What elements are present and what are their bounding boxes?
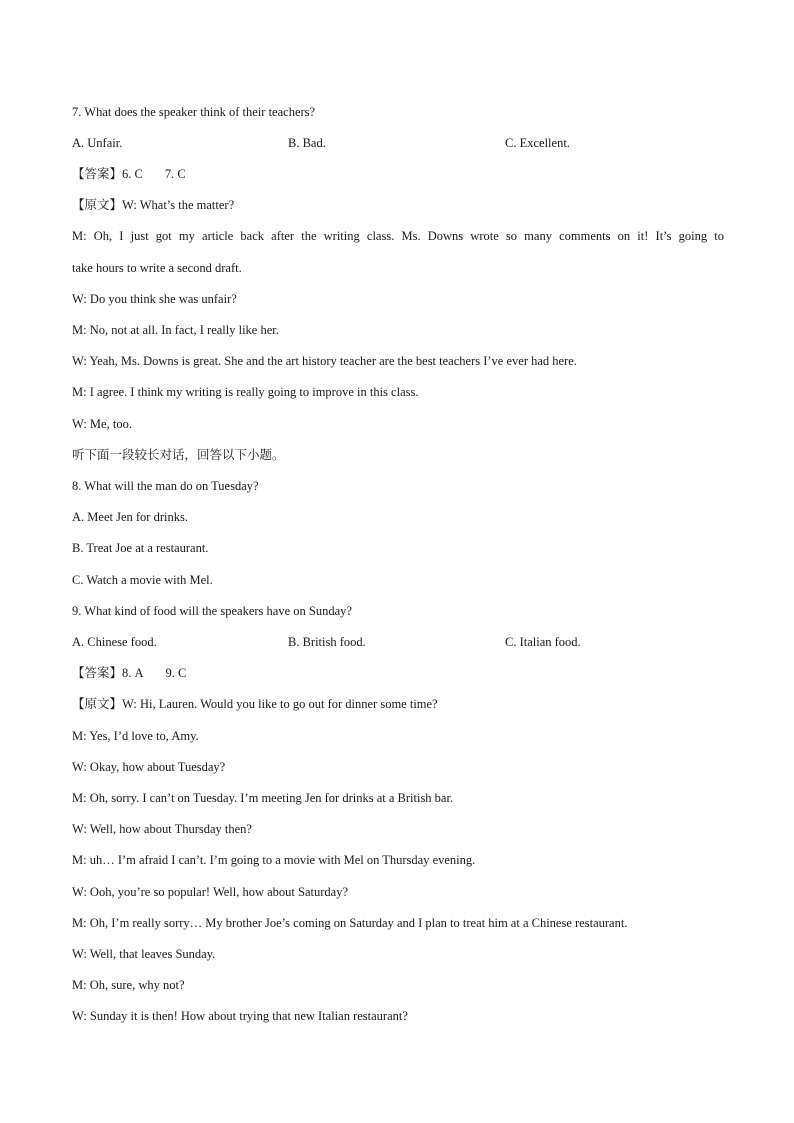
- transcript-line: W: Me, too.: [72, 417, 132, 431]
- answer-8-9: [72, 665, 724, 681]
- answer-8: 8. A: [122, 666, 144, 680]
- question-8-option-c: C. Watch a movie with Mel.: [72, 573, 213, 587]
- transcript-line: M: Oh, I just got my article back after the writing class. Ms. Downs wrote so many comments on it! It’s going to: [72, 229, 724, 243]
- transcript-line: take hours to write a second draft.: [72, 261, 242, 275]
- option-a: A. Unfair.: [72, 136, 123, 150]
- transcript-tag: 【原文】: [72, 197, 123, 212]
- transcript-line: W: Do you think she was unfair?: [72, 292, 237, 306]
- question-8-option-b: B. Treat Joe at a restaurant.: [72, 541, 209, 555]
- option-c: C. Excellent.: [505, 136, 570, 150]
- question-9: 9. What kind of food will the speakers have on Sunday?: [72, 604, 352, 618]
- transcript-1-first-line: [72, 197, 724, 213]
- transcript-line: M: uh… I’m afraid I can’t. I’m going to a movie with Mel on Thursday evening.: [72, 853, 476, 867]
- transcript-line: M: Oh, sure, why not?: [72, 978, 185, 992]
- option-c: C. Italian food.: [505, 635, 581, 649]
- section-instruction: 听下面一段较长对话，回答以下小题。: [72, 447, 285, 462]
- option-b: B. Bad.: [288, 136, 326, 150]
- transcript-line: W: Hi, Lauren. Would you like to go out for dinner some time?: [122, 697, 438, 711]
- answer-6: 6. C: [122, 167, 143, 181]
- answer-tag: 【答案】: [72, 665, 123, 680]
- transcript-line: W: Yeah, Ms. Downs is great. She and the art history teacher are the best teachers I’ve ever had here.: [72, 354, 577, 368]
- question-8: 8. What will the man do on Tuesday?: [72, 479, 259, 493]
- transcript-line: M: Oh, I’m really sorry… My brother Joe’s coming on Saturday and I plan to treat him at a Chinese restaurant.: [72, 916, 628, 930]
- option-a: A. Chinese food.: [72, 635, 157, 649]
- transcript-line: W: Okay, how about Tuesday?: [72, 760, 226, 774]
- transcript-line: W: Ooh, you’re so popular! Well, how about Saturday?: [72, 885, 349, 899]
- transcript-line: W: What’s the matter?: [122, 198, 235, 212]
- transcript-line: W: Well, how about Thursday then?: [72, 822, 252, 836]
- transcript-line: M: Oh, sorry. I can’t on Tuesday. I’m meeting Jen for drinks at a British bar.: [72, 791, 454, 805]
- transcript-line: W: Sunday it is then! How about trying that new Italian restaurant?: [72, 1009, 408, 1023]
- question-8-option-a: A. Meet Jen for drinks.: [72, 510, 188, 524]
- transcript-line: M: No, not at all. In fact, I really like her.: [72, 323, 279, 337]
- answer-tag: 【答案】: [72, 166, 123, 181]
- question-7: 7. What does the speaker think of their teachers?: [72, 105, 316, 119]
- transcript-line: M: I agree. I think my writing is really going to improve in this class.: [72, 385, 419, 399]
- answer-9: 9. C: [165, 666, 187, 680]
- transcript-line: M: Yes, I’d love to, Amy.: [72, 729, 199, 743]
- answer-6-7: [72, 166, 724, 182]
- answer-7: 7. C: [164, 167, 186, 181]
- transcript-2-first-line: [72, 696, 724, 712]
- transcript-tag: 【原文】: [72, 696, 123, 711]
- option-b: B. British food.: [288, 635, 366, 649]
- transcript-line: W: Well, that leaves Sunday.: [72, 947, 216, 961]
